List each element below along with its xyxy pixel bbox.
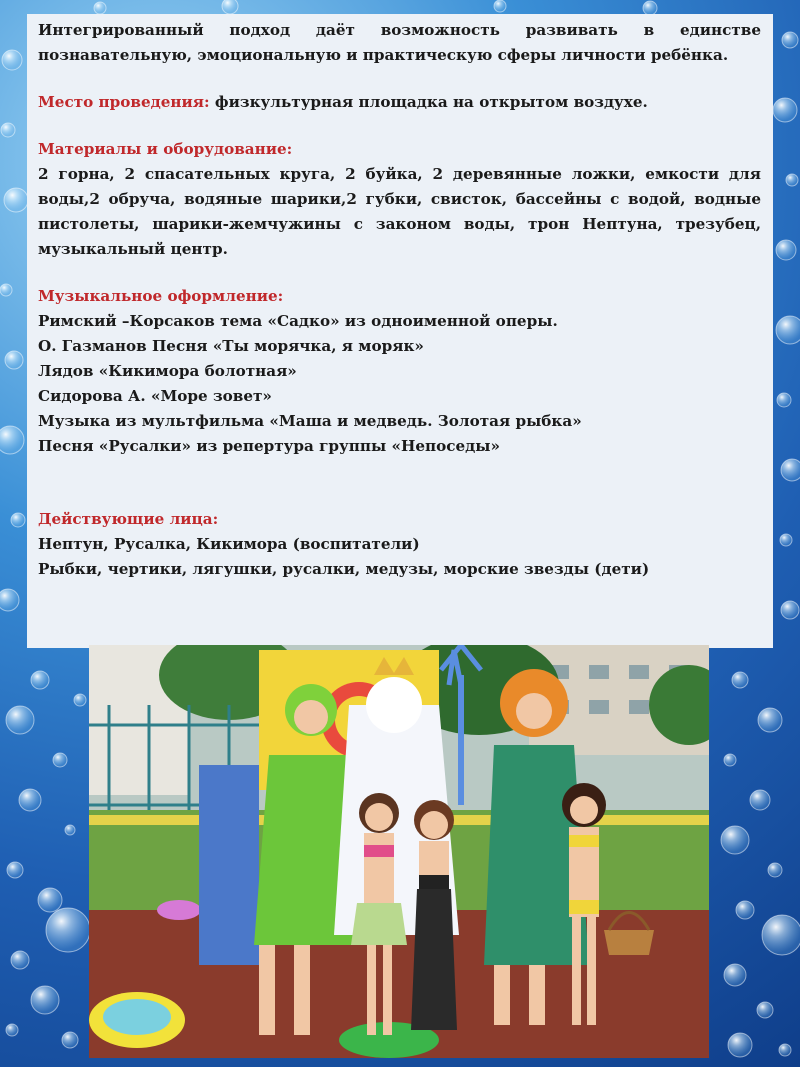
music-item: Песня «Русалки» из репертура группы «Непоседы» xyxy=(38,437,501,455)
characters-item: Нептун, Русалка, Кикимора (воспитатели) xyxy=(38,535,420,553)
music-heading: Музыкальное оформление: xyxy=(38,287,284,305)
venue-value: физкультурная площадка на открытом воздухе. xyxy=(214,93,648,111)
venue-label: Место проведения: xyxy=(38,93,210,111)
materials-text: 2 горна, 2 спасательных круга, 2 буйка, 2 деревянные ложки, емкости для воды,2 обруча, водяные шарики,2 губки, свисток, бассейны с водой, водные пистолеты, шарики-жемчужины с законом воды, трон Нептуна, трезубец, музыкальный центр. xyxy=(38,165,761,258)
intro-paragraph: Интегрированный подход даёт возможность развивать в единстве познавательную, эмоциональную и практическую сферы личности ребёнка. xyxy=(38,21,761,64)
music-item: Сидорова А. «Море зовет» xyxy=(38,387,272,405)
materials-heading: Материалы и оборудование: xyxy=(38,140,293,158)
characters-item: Рыбки, чертики, лягушки, русалки, медузы, морские звезды (дети) xyxy=(38,560,650,578)
text-panel xyxy=(27,14,773,648)
venue-line xyxy=(38,90,761,115)
music-item: Музыка из мультфильма «Маша и медведь. Золотая рыбка» xyxy=(38,412,582,430)
music-item: Лядов «Кикимора болотная» xyxy=(38,362,297,380)
music-item: О. Газманов Песня «Ты морячка, я моряк» xyxy=(38,337,424,355)
characters-heading: Действующие лица: xyxy=(38,510,219,528)
music-item: Римский –Корсаков тема «Садко» из одноименной оперы. xyxy=(38,312,558,330)
event-photo xyxy=(89,645,709,1058)
